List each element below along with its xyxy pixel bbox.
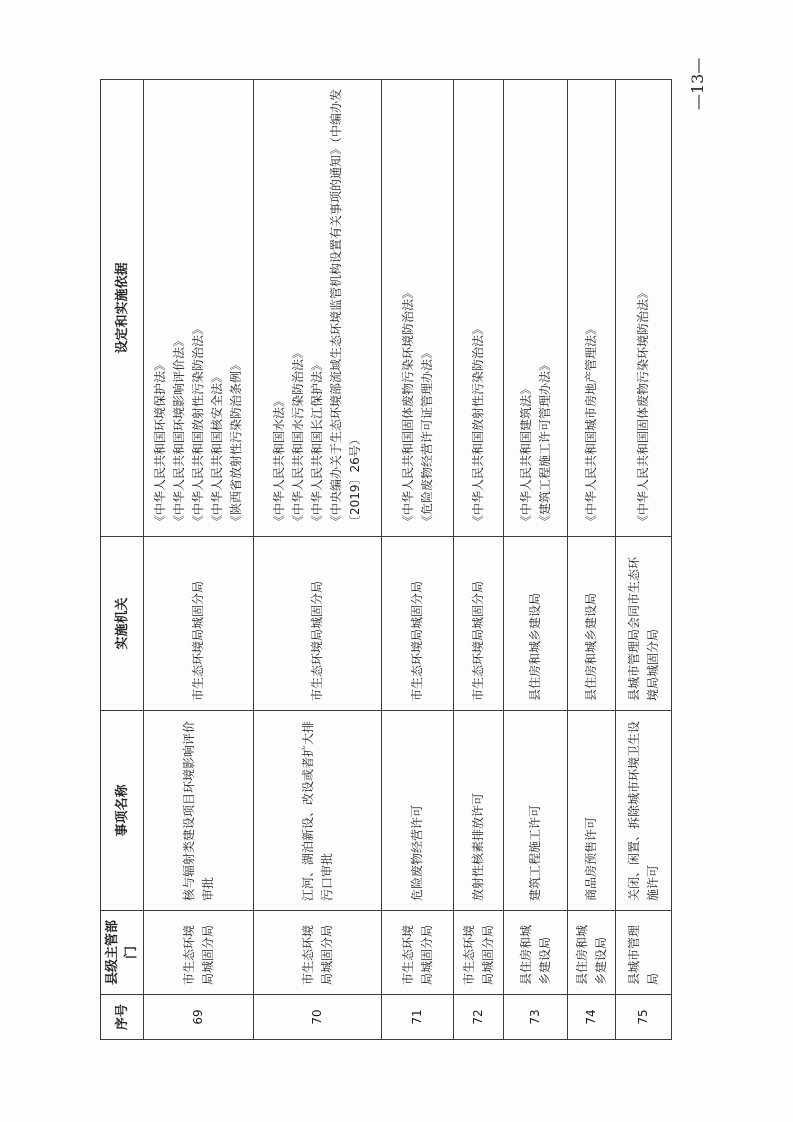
header-item: 事项名称 (101, 711, 144, 911)
row-no: 71 (382, 995, 454, 1040)
basis-law: 《中华人民共和国建筑法》 (518, 382, 533, 527)
row-item: 商品房预售许可 (568, 711, 616, 911)
table-row (568, 80, 616, 1040)
row-no: 69 (144, 995, 254, 1040)
row-agency: 市生态环境局城固分局 (454, 537, 504, 711)
page-number: —13— (688, 57, 707, 110)
row-agency: 县城市管理局会同市生态环境局城固分局 (616, 537, 672, 711)
row-dept: 县住房和城乡建设局 (504, 911, 568, 995)
table-header-row (101, 80, 144, 1040)
row-agency: 市生态环境局城固分局 (254, 537, 382, 711)
row-dept: 市生态环境局城固分局 (382, 911, 454, 995)
row-no: 72 (454, 995, 504, 1040)
row-dept: 县城市管理局 (616, 911, 672, 995)
basis-law: 《陕西省放射性污染防治条例》 (229, 358, 243, 527)
row-dept: 市生态环境局城固分局 (144, 911, 254, 995)
basis-law: 《中华人民共和国长江保护法》 (310, 358, 324, 527)
row-dept: 市生态环境局城固分局 (454, 911, 504, 995)
row-no: 75 (616, 995, 672, 1040)
row-basis (144, 80, 254, 537)
row-item: 危险废物经营许可 (382, 711, 454, 911)
row-agency: 县住房和城乡建设局 (568, 537, 616, 711)
basis-law: 《建筑工程施工许可管理办法》 (537, 358, 552, 527)
header-no: 序号 (101, 995, 144, 1040)
row-basis (382, 80, 454, 537)
header-agency: 实施机关 (101, 537, 144, 711)
row-basis (454, 80, 504, 537)
row-agency: 县住房和城乡建设局 (504, 537, 568, 711)
basis-law: 《中华人民共和国水法》 (272, 394, 286, 527)
header-basis: 设定和实施依据 (101, 80, 144, 537)
basis-law: 《中华人民共和国核安全法》 (210, 370, 224, 527)
basis-law: 《中华人民共和国水污染防治法》 (291, 346, 305, 527)
row-item: 江河、湖泊新设、改设或者扩大排污口审批 (254, 711, 382, 911)
table-row (382, 80, 454, 1040)
table-row (504, 80, 568, 1040)
basis-law: 《中华人民共和国放射性污染防治法》 (471, 322, 485, 527)
row-item: 核与辐射类建设项目环境影响评价审批 (144, 711, 254, 911)
basis-law: 《中华人民共和国放射性污染防治法》 (191, 322, 205, 527)
basis-law: 《中央编办关于生态环境部流域生态环境监管机构设置有关事项的通知》（中编办发〔2019〕26号） (329, 88, 362, 527)
table-row (254, 80, 382, 1040)
row-dept: 县住房和城乡建设局 (568, 911, 616, 995)
row-no: 70 (254, 995, 382, 1040)
basis-law: 《中华人民共和国环境影响评价法》 (172, 334, 186, 527)
row-item: 放射性核素排放许可 (454, 711, 504, 911)
row-dept: 市生态环境局城固分局 (254, 911, 382, 995)
approval-items-table (100, 79, 672, 1040)
table-row (616, 80, 672, 1040)
basis-law: 《危险废物经营许可证管理办法》 (419, 346, 434, 527)
basis-law: 《中华人民共和国固体废物污染环境防治法》 (400, 286, 415, 527)
basis-law: 《中华人民共和国环境保护法》 (153, 358, 167, 527)
row-item: 建筑工程施工许可 (504, 711, 568, 911)
row-basis (254, 80, 382, 537)
row-agency: 市生态环境局城固分局 (382, 537, 454, 711)
basis-law: 《中华人民共和国城市房地产管理法》 (584, 322, 598, 527)
row-basis (616, 80, 672, 537)
table-row (454, 80, 504, 1040)
row-no: 73 (504, 995, 568, 1040)
row-basis (568, 80, 616, 537)
header-dept: 县级主管部门 (101, 911, 144, 995)
basis-law: 《中华人民共和国固体废物污染环境防治法》 (636, 286, 650, 527)
table-row (144, 80, 254, 1040)
row-agency: 市生态环境局城固分局 (144, 537, 254, 711)
row-item: 关闭、闲置、拆除城市环境卫生设施许可 (616, 711, 672, 911)
row-no: 74 (568, 995, 616, 1040)
row-basis (504, 80, 568, 537)
